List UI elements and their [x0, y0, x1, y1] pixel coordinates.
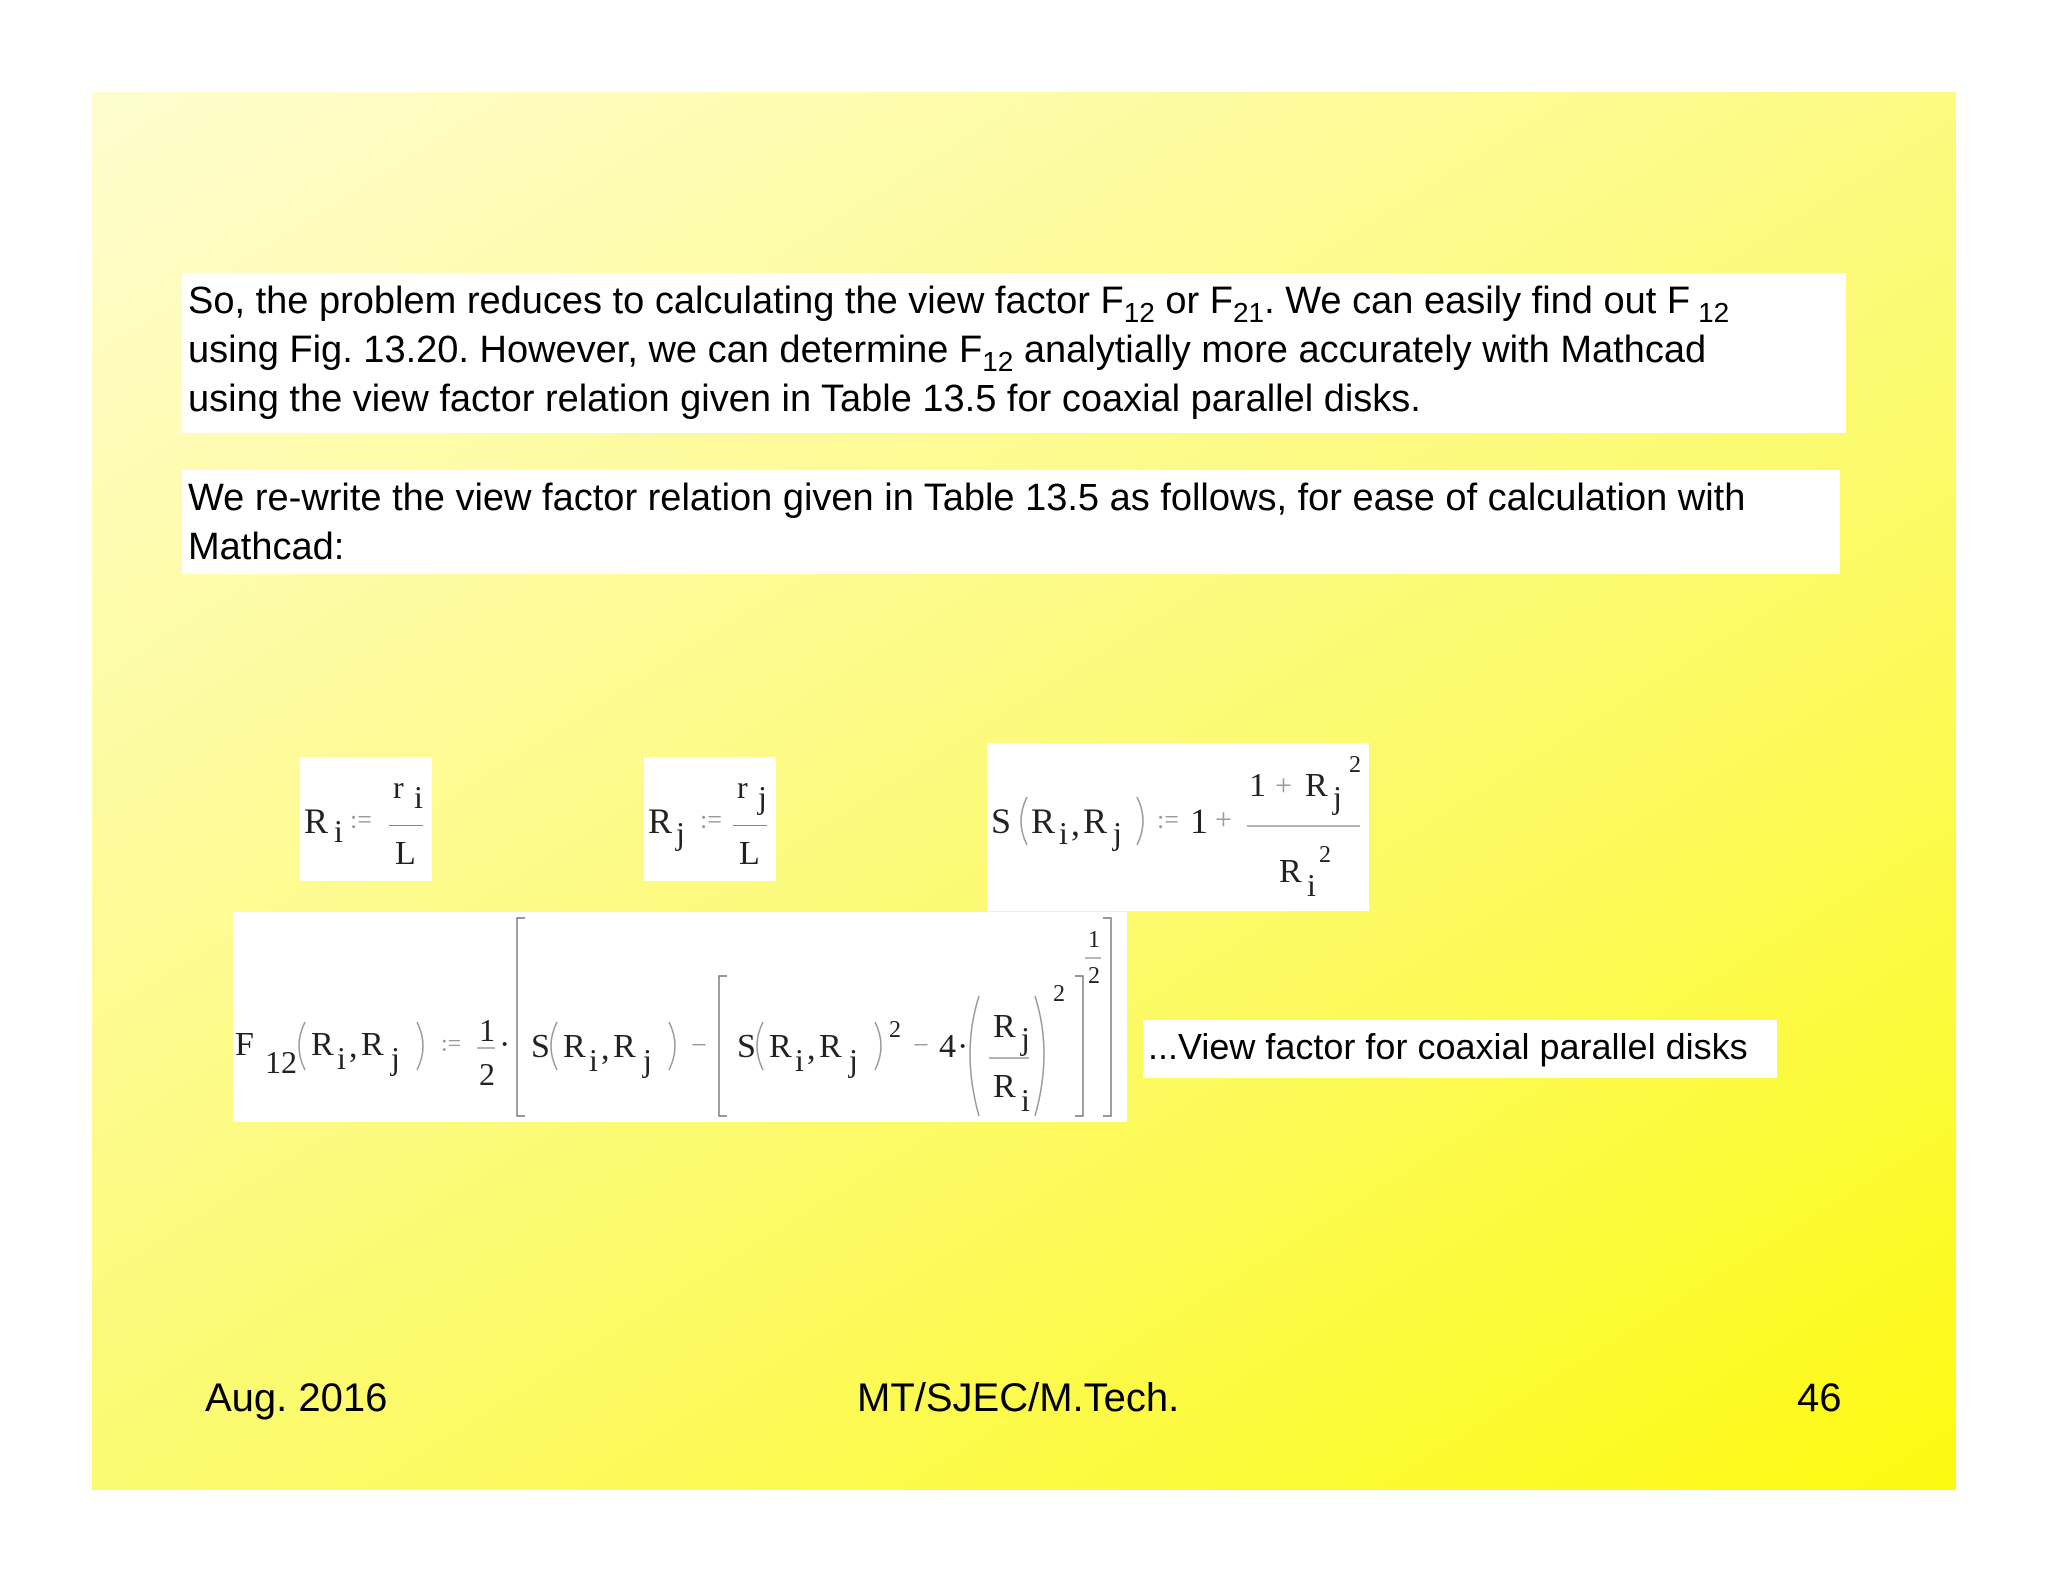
equation-ri — [300, 757, 432, 881]
rj-fraction-bar — [733, 825, 767, 826]
f12-s1-arg1: R — [563, 1028, 586, 1065]
f12-arg1: R — [311, 1026, 334, 1063]
f12-dot: · — [499, 1026, 511, 1063]
f12-half-den: 2 — [479, 1056, 495, 1092]
s-plus: + — [1215, 803, 1232, 836]
s-comma: , — [1071, 803, 1080, 843]
f12-s2-arg2-sub: j — [849, 1042, 858, 1078]
s-arg1: R — [1031, 801, 1056, 841]
s-one: 1 — [1190, 801, 1208, 841]
s-arg2: R — [1083, 801, 1108, 841]
ri-assign: := — [350, 805, 372, 834]
f12-comma: , — [349, 1028, 358, 1065]
s-den-exp: 2 — [1319, 842, 1331, 868]
f12-arg1-sub: i — [337, 1040, 346, 1076]
ri-fraction-bar — [389, 825, 423, 826]
f12-fn: F — [235, 1026, 254, 1063]
s-den-r: R — [1279, 853, 1302, 890]
f12-outer-exp-den: 2 — [1088, 963, 1100, 989]
f12-arg2: R — [361, 1026, 384, 1063]
rj-assign: := — [700, 805, 722, 834]
ri-den: L — [395, 835, 416, 872]
f12-s1: S — [531, 1028, 550, 1065]
f12-frac-num-sub: j — [1021, 1020, 1030, 1056]
f12-arg2-sub: j — [391, 1040, 400, 1076]
s-den-sub: i — [1307, 867, 1316, 903]
paragraph-intro-line3: using the view factor relation given in Table 13.5 for coaxial parallel disks. — [188, 378, 1421, 420]
f12-half-num: 1 — [479, 1012, 495, 1048]
s-arg1-sub: i — [1059, 815, 1068, 851]
s-fn: S — [991, 801, 1012, 841]
f12-frac-den-sub: i — [1021, 1082, 1030, 1118]
f12-dot2: · — [957, 1028, 969, 1065]
f12-four: 4 — [939, 1028, 956, 1065]
f12-outer-exp-num: 1 — [1088, 927, 1100, 953]
f12-s1-comma: , — [601, 1030, 610, 1067]
f12-s1-arg2: R — [613, 1028, 636, 1065]
s-num-plus: + — [1275, 769, 1292, 802]
rj-num-sub: j — [758, 779, 767, 815]
equation-s — [987, 743, 1369, 911]
f12-sq: 2 — [889, 1017, 901, 1043]
f12-s2-arg2: R — [819, 1028, 842, 1065]
f12-s2-arg1-sub: i — [795, 1042, 804, 1078]
f12-frac-num: R — [993, 1008, 1016, 1045]
f12-s1-arg2-sub: j — [643, 1042, 652, 1078]
f12-assign: := — [441, 1031, 462, 1057]
paragraph-intro — [182, 273, 1846, 433]
rj-lhs: R — [648, 801, 673, 841]
rj-lhs-sub: j — [676, 815, 685, 851]
f12-frac-den: R — [993, 1068, 1016, 1105]
s-num-sub: j — [1333, 779, 1342, 815]
footer-date: Aug. 2016 — [205, 1376, 388, 1420]
s-arg2-sub: j — [1113, 815, 1122, 851]
paragraph-rewrite-line2: Mathcad: — [188, 526, 345, 568]
s-assign: := — [1157, 805, 1179, 834]
paragraph-intro-line2: using Fig. 13.20. However, we can determine $F_{12}$ analytially more accurately with Mathcad — [188, 329, 1707, 377]
f12-s2: S — [737, 1028, 756, 1065]
paragraph-rewrite-line1: We re-write the view factor relation given in Table 13.5 as follows, for ease of calculation with — [188, 477, 1746, 519]
f12-s2-comma: , — [807, 1030, 816, 1067]
equation-f12 — [233, 912, 1127, 1122]
footer-page-number: 46 — [1797, 1376, 1842, 1420]
ri-num: r — [393, 769, 404, 805]
footer-center: MT/SJEC/M.Tech. — [857, 1376, 1180, 1420]
f12-s2-arg1: R — [769, 1028, 792, 1065]
s-num-one: 1 — [1249, 767, 1266, 804]
ri-lhs-sub: i — [334, 813, 343, 849]
ri-num-sub: i — [414, 779, 423, 815]
s-num-r: R — [1305, 767, 1328, 804]
rj-num: r — [737, 769, 748, 805]
f12-minus: − — [691, 1030, 707, 1061]
equation-rj — [644, 757, 776, 881]
paragraph-rewrite — [182, 470, 1840, 574]
annotation-view-factor — [1143, 1020, 1777, 1078]
f12-s1-arg1-sub: i — [589, 1042, 598, 1078]
ri-lhs: R — [304, 801, 329, 841]
rj-den: L — [739, 835, 760, 872]
paragraph-intro-line1: So, the problem reduces to calculating the view factor $F_{12}$ or $F_{21}$. We can easily find out F $_{12}$ — [188, 280, 1730, 328]
s-num-exp: 2 — [1349, 752, 1361, 778]
annotation-text: ...View factor for coaxial parallel disks — [1148, 1026, 1748, 1067]
f12-fn-sub: 12 — [265, 1044, 297, 1080]
f12-minus2: − — [913, 1030, 929, 1061]
f12-inner-exp: 2 — [1053, 981, 1065, 1007]
